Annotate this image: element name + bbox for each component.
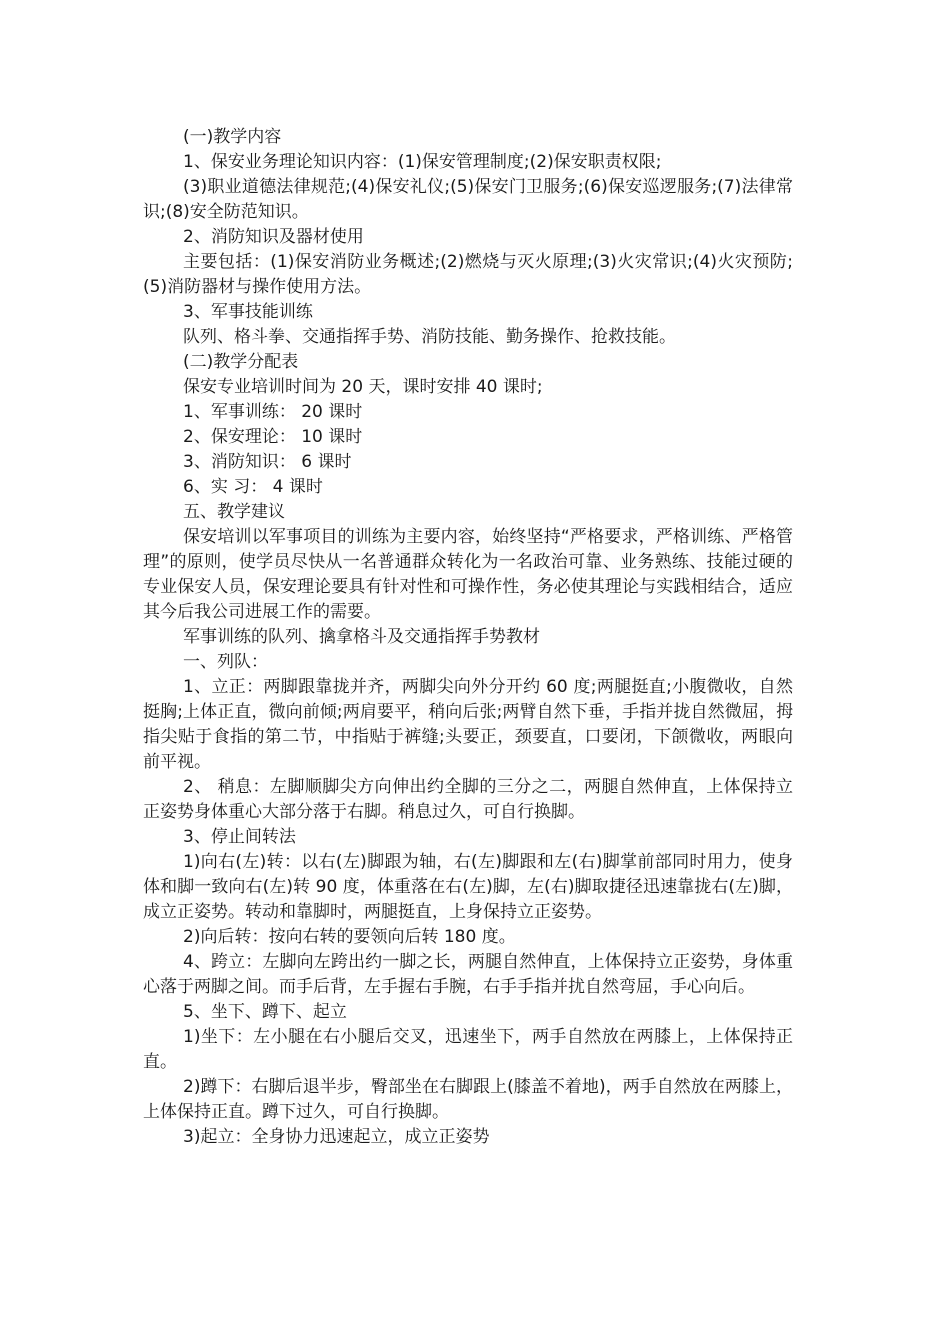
paragraph: (3)职业道德法律规范;(4)保安礼仪;(5)保安门卫服务;(6)保安巡逻服务;(7)法律常识;(8)安全防范知识。 xyxy=(143,177,793,222)
paragraph: 3、消防知识： 6 课时 xyxy=(183,452,352,472)
section-heading: 军事训练的队列、擒拿格斗及交通指挥手势教材 xyxy=(183,627,540,647)
paragraph: 4、跨立：左脚向左跨出约一脚之长，两腿自然伸直，上体保持立正姿势，身体重心落于两脚之间。而手后背，左手握右手腕，右手手指并扰自然弯屈，手心向后。 xyxy=(143,952,793,997)
paragraph: 3、停止间转法 xyxy=(183,827,296,847)
document-body xyxy=(143,125,793,1150)
paragraph: 2、保安理论： 10 课时 xyxy=(183,427,363,447)
paragraph: 一、列队： xyxy=(183,652,268,672)
paragraph: 1)坐下：左小腿在右小腿后交叉，迅速坐下，两手自然放在两膝上，上体保持正直。 xyxy=(143,1027,793,1072)
paragraph: 1、立正：两脚跟靠拢并齐，两脚尖向外分开约 60 度;两腿挺直;小腹微收，自然挺胸;上体正直，微向前倾;两肩要平，稍向后张;两臂自然下垂，手指并拢自然微屈，拇指尖贴于食指的第二节，中指贴于裤缝;头要正，颈要直，口要闭，下颌微收，两眼向前平视。 xyxy=(143,677,793,772)
paragraph: 2)蹲下：右脚后退半步，臀部坐在右脚跟上(膝盖不着地)，两手自然放在两膝上，上体保持正直。蹲下过久，可自行换脚。 xyxy=(143,1077,793,1122)
paragraph: 保安专业培训时间为 20 天，课时安排 40 课时; xyxy=(183,377,543,397)
paragraph: 3、军事技能训练 xyxy=(183,302,313,322)
section-heading: (二)教学分配表 xyxy=(183,352,299,372)
paragraph: 5、坐下、蹲下、起立 xyxy=(183,1002,347,1022)
section-heading: (一)教学内容 xyxy=(183,127,282,147)
paragraph: 主要包括：(1)保安消防业务概述;(2)燃烧与灭火原理;(3)火灾常识;(4)火灾预防;(5)消防器材与操作使用方法。 xyxy=(143,252,793,297)
paragraph: 6、实 习： 4 课时 xyxy=(183,477,323,497)
paragraph: 2、 稍息：左脚顺脚尖方向伸出约全脚的三分之二，两腿自然伸直，上体保持立正姿势身体重心大部分落于右脚。稍息过久，可自行换脚。 xyxy=(143,777,793,822)
paragraph: 队列、格斗拳、交通指挥手势、消防技能、勤务操作、抢救技能。 xyxy=(183,327,676,347)
paragraph: 2)向后转：按向右转的要领向后转 180 度。 xyxy=(183,927,516,947)
paragraph: 保安培训以军事项目的训练为主要内容，始终坚持“严格要求，严格训练、严格管理”的原则，使学员尽快从一名普通群众转化为一名政治可靠、业务熟练、技能过硬的专业保安人员，保安理论要具有针对性和可操作性，务必使其理论与实践相结合，适应其今后我公司进展工作的需要。 xyxy=(143,527,793,622)
paragraph: 2、消防知识及器材使用 xyxy=(183,227,364,247)
paragraph: 3)起立：全身协力迅速起立，成立正姿势 xyxy=(183,1127,490,1147)
paragraph: 1、军事训练： 20 课时 xyxy=(183,402,363,422)
paragraph: 1、保安业务理论知识内容：(1)保安管理制度;(2)保安职责权限; xyxy=(183,152,662,172)
section-heading: 五、教学建议 xyxy=(183,502,285,522)
paragraph: 1)向右(左)转：以右(左)脚跟为轴，右(左)脚跟和左(右)脚掌前部同时用力，使身体和脚一致向右(左)转 90 度，体重落在右(左)脚，左(右)脚取捷径迅速靠拢右(左)脚，成立正姿势。转动和靠脚时，两腿挺直，上身保持立正姿势。 xyxy=(143,852,793,922)
